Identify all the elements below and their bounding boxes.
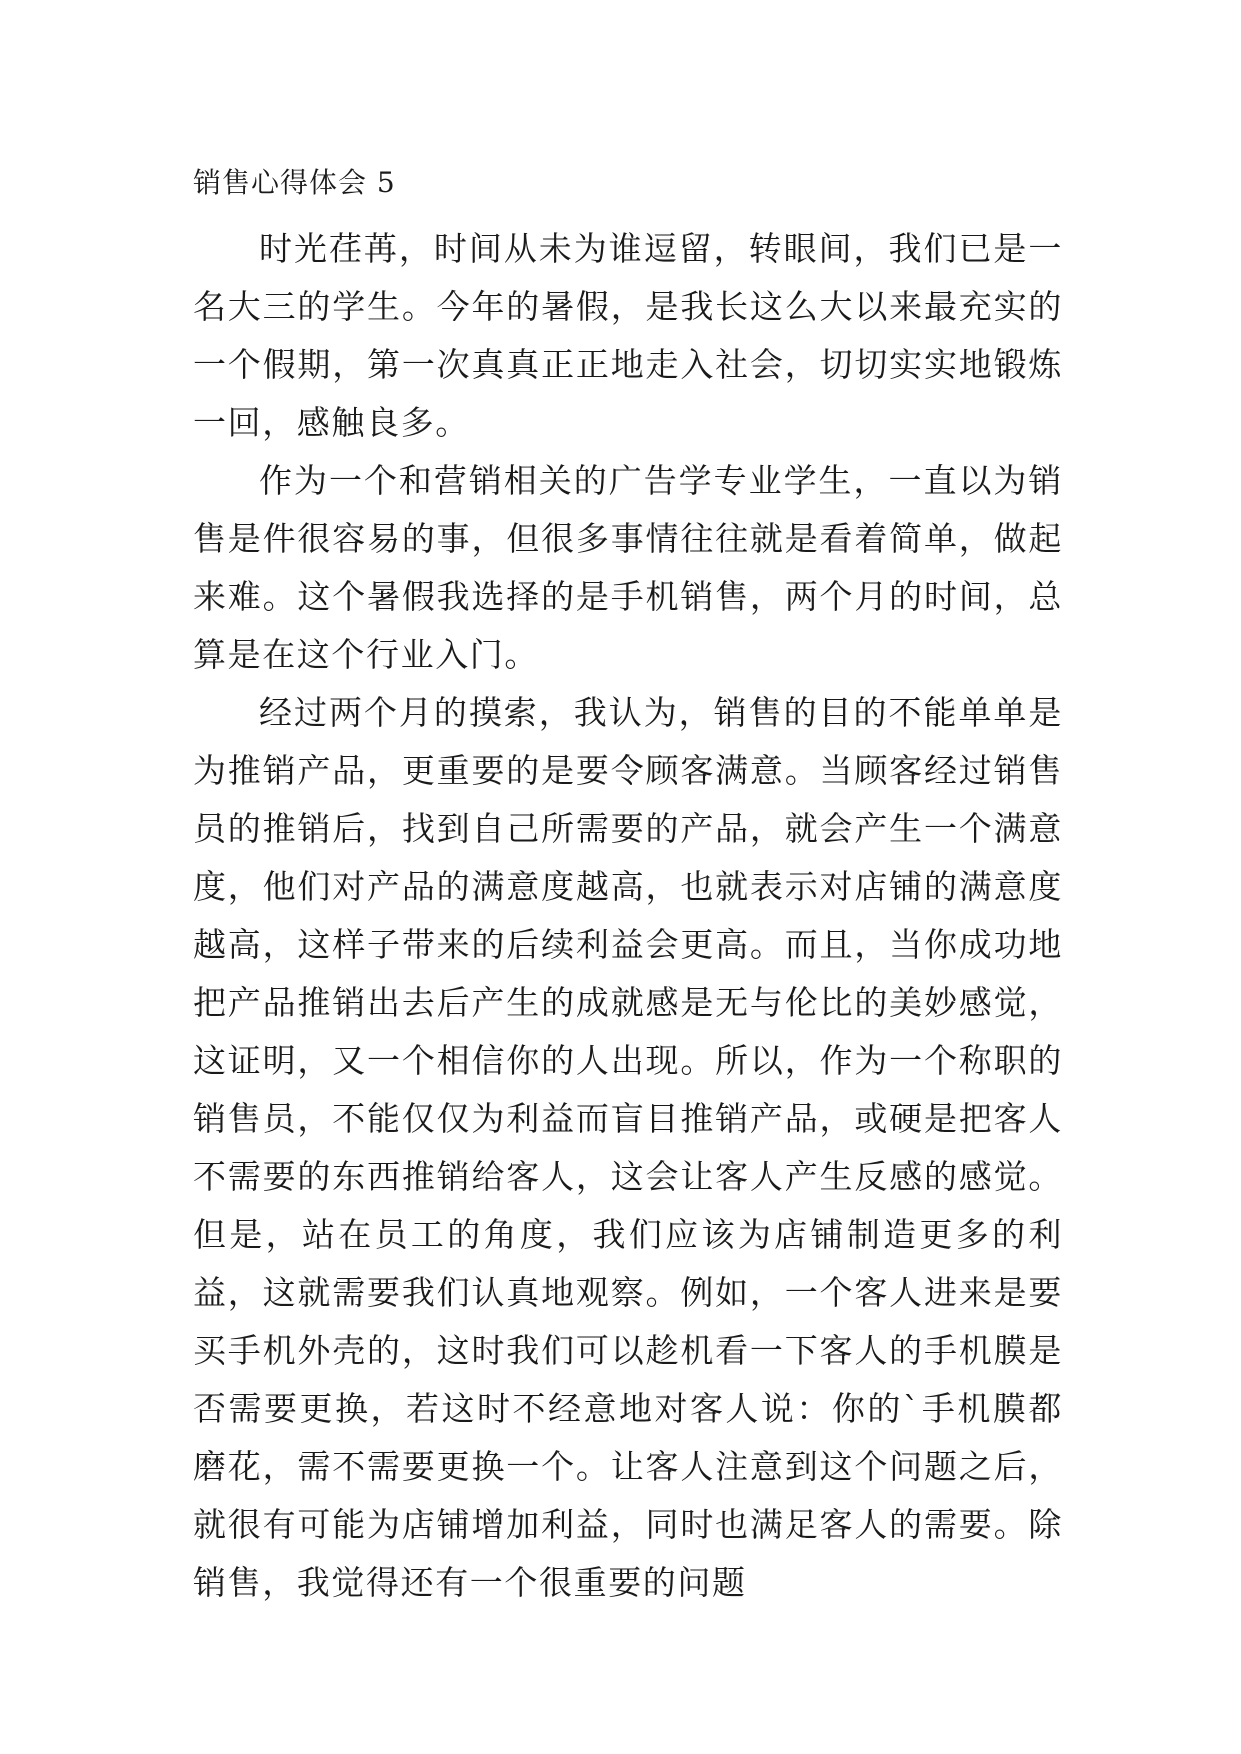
document-title: 销售心得体会 5 [193, 166, 396, 199]
paragraph-3: 经过两个月的摸索，我认为，销售的目的不能单单是为推销产品，更重要的是要令顾客满意。当顾客经过销售员的推销后，找到自己所需要的产品，就会产生一个满意度，他们对产品的满意度越高，也就表示对店铺的满意度越高，这样子带来的后续利益会更高。而且，当你成功地把产品推销出去后产生的成就感是无与伦比的美妙感觉，这证明，又一个相信你的人出现。所以，作为一个称职的销售员，不能仅仅为利益而盲目推销产品，或硬是把客人不需要的东西推销给客人，这会让客人产生反感的感觉。但是，站在员工的角度，我们应该为店铺制造更多的利益，这就需要我们认真地观察。例如，一个客人进来是要买手机外壳的，这时我们可以趁机看一下客人的手机膜是否需要更换，若这时不经意地对客人说：你的`手机膜都磨花，需不需要更换一个。让客人注意到这个问题之后，就很有可能为店铺增加利益，同时也满足客人的需要。除销售，我觉得还有一个很重要的问题 [193, 693, 1063, 1602]
document-body [193, 163, 1063, 1612]
paragraph-1: 时光荏苒，时间从未为谁逗留，转眼间，我们已是一名大三的学生。今年的暑假，是我长这么大以来最充实的一个假期，第一次真真正正地走入社会，切切实实地锻炼一回，感触良多。 [193, 229, 1063, 442]
paragraph-2: 作为一个和营销相关的广告学专业学生，一直以为销售是件很容易的事，但很多事情往往就是看着简单，做起来难。这个暑假我选择的是手机销售，两个月的时间，总算是在这个行业入门。 [193, 461, 1063, 674]
